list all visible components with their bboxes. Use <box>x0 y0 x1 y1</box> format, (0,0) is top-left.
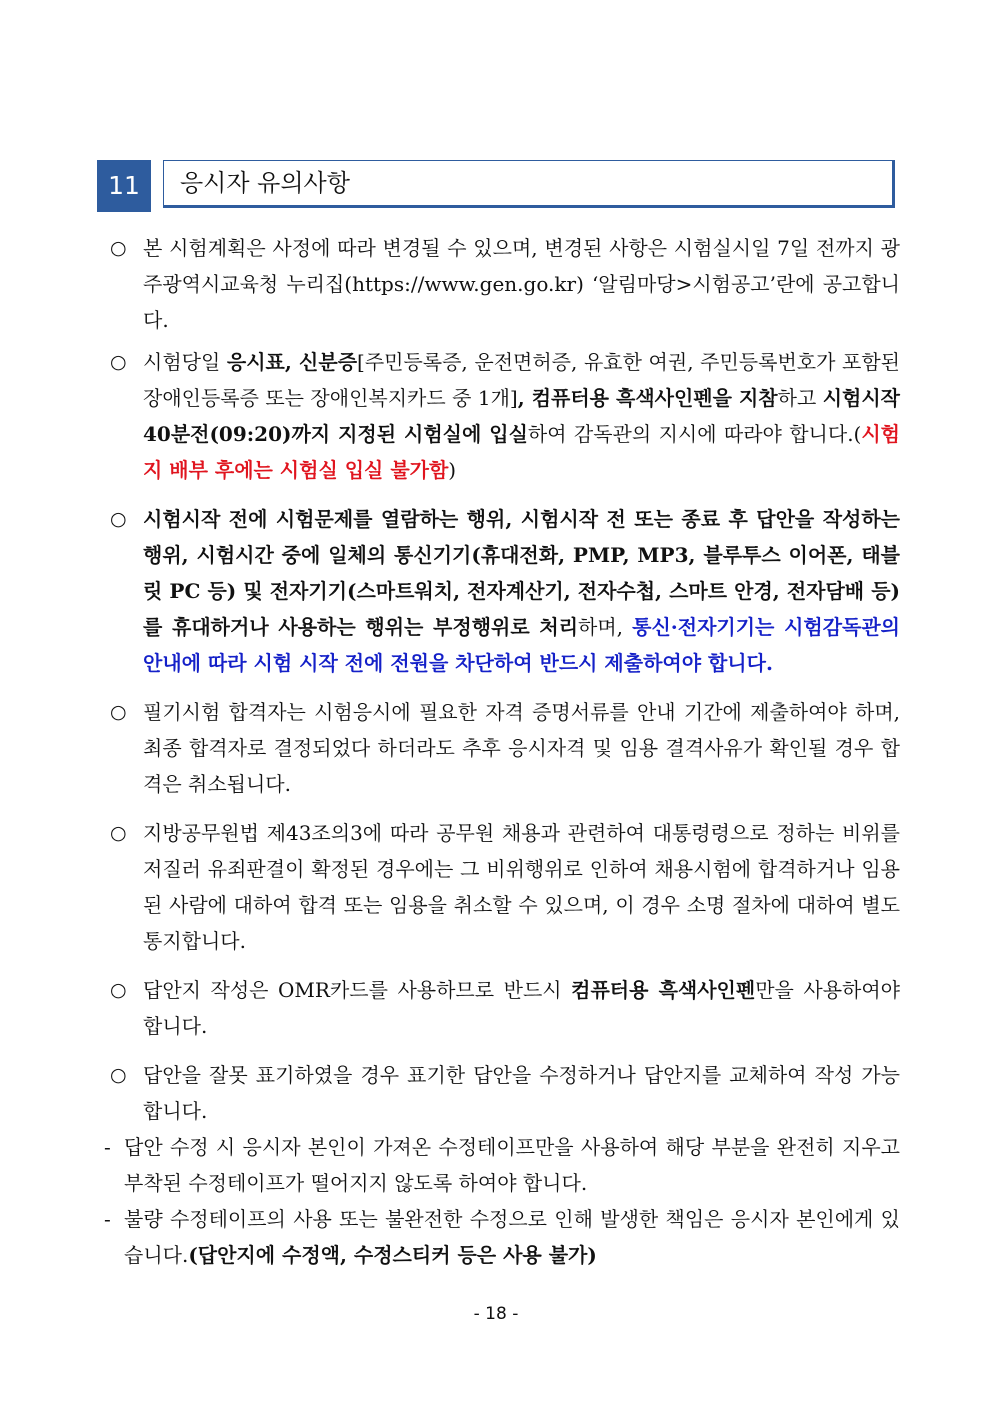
dash-icon: - <box>104 1135 111 1159</box>
item-bold-text: 컴퓨터용 흑색사인펜 <box>571 978 756 1002</box>
item-text: 하고 <box>777 386 823 410</box>
bullet-circle-icon: ○ <box>110 701 127 723</box>
bullet-circle-icon: ○ <box>110 508 127 530</box>
notice-list <box>104 230 901 1273</box>
notice-item-correction <box>110 1057 900 1129</box>
sub-item-correction-tape <box>84 1129 900 1201</box>
section-number: 11 <box>97 160 151 212</box>
item-text: 만을 사용하여야 합니다. <box>143 978 900 1038</box>
sub-item-text: 답안 수정 시 응시자 본인이 가져온 수정테이프만을 사용하여 해당 부분을 완전히 지우고 부착된 수정테이프가 떨어지지 않도록 하여야 합니다. <box>124 1135 900 1195</box>
item-bold-text: 시험시작 40분전(09:20)까지 지정된 시험실에 입실 <box>143 386 900 446</box>
bullet-circle-icon: ○ <box>110 979 127 1001</box>
item-text: 필기시험 합격자는 시험응시에 필요한 자격 증명서류를 안내 기간에 제출하여야 하며, 최종 합격자로 결정되었다 하더라도 추후 응시자격 및 임용 결격사유가 확인될 경우 합격은 취소됩니다. <box>143 700 900 796</box>
bullet-circle-icon: ○ <box>110 1064 127 1086</box>
item-blue-notice: 통신·전자기기는 시험감독관의 안내에 따라 시험 시작 전에 전원을 차단하여 반드시 제출하여야 합니다. <box>143 615 901 675</box>
notice-item-law <box>110 815 900 959</box>
item-bold-text: 시험시작 전에 시험문제를 열람하는 행위, 시험시작 전 또는 종료 후 답안을 작성하는 행위, 시험시간 중에 일체의 통신기기(휴대전화, PMP, MP3, 블루투스 이어폰, 태블릿 PC 등) 및 전자기기(스마트워치, 전자계산기, 전자수첩, 스마트 안경, 전자담배 등)를 휴대하거나 사용하는 행위는 부정행위로 처리 <box>143 507 900 639</box>
notice-item-omr <box>110 972 900 1044</box>
section-header <box>97 160 897 212</box>
item-bold-text: , 컴퓨터용 흑색사인펜을 지참 <box>517 386 778 410</box>
item-red-warning: 시험지 배부 후에는 시험실 입실 불가함 <box>143 422 900 482</box>
item-text: 본 시험계획은 사정에 따라 변경될 수 있으며, 변경된 사항은 시험실시일 7일 전까지 광주광역시교육청 누리집(https://www.gen.go.kr) ‘알림마당>시험공고’란에 공고합니다. <box>143 236 900 332</box>
notice-item-schedule-change <box>110 230 900 338</box>
page-number: - 18 - <box>473 1304 519 1324</box>
item-bold-text: 응시표, 신분증 <box>226 350 358 374</box>
item-text: ) <box>448 458 457 482</box>
bullet-circle-icon: ○ <box>110 351 127 373</box>
sub-item-text: 불량 수정테이프의 사용 또는 불완전한 수정으로 인해 발생한 책임은 응시자 본인에게 있습니다. <box>124 1207 900 1267</box>
item-text: 답안지 작성은 OMR카드를 사용하므로 반드시 <box>143 978 572 1002</box>
item-text: 시험당일 <box>143 350 227 374</box>
item-text: 답안을 잘못 표기하였을 경우 표기한 답안을 수정하거나 답안지를 교체하여 작성 가능합니다. <box>143 1063 900 1123</box>
sub-item-bold-text: (답안지에 수정액, 수정스티커 등은 사용 불가) <box>188 1243 597 1267</box>
item-text: 하며, <box>578 615 633 639</box>
notice-item-exam-day <box>110 344 900 488</box>
section-title: 응시자 유의사항 <box>180 169 350 197</box>
item-text: [주민등록증, 운전면허증, 유효한 여권, 주민등록번호가 포함된 장애인등록증 또는 장애인복지카드 중 1개] <box>143 350 900 410</box>
item-text: 하여 감독관의 지시에 따라야 합니다.( <box>527 422 862 446</box>
bullet-circle-icon: ○ <box>110 237 127 259</box>
dash-icon: - <box>104 1207 111 1231</box>
sub-item-responsibility <box>84 1201 900 1273</box>
section-title-box <box>163 160 895 208</box>
item-text: 지방공무원법 제43조의3에 따라 공무원 채용과 관련하여 대통령령으로 정하는 비위를 저질러 유죄판결이 확정된 경우에는 그 비위행위로 인하여 채용시험에 합격하거나 임용된 사람에 대하여 합격 또는 임용을 취소할 수 있으며, 이 경우 소명 절차에 대하여 별도 통지합니다. <box>143 821 900 953</box>
bullet-circle-icon: ○ <box>110 822 127 844</box>
notice-item-misconduct <box>110 501 900 681</box>
notice-item-documents <box>110 694 900 802</box>
